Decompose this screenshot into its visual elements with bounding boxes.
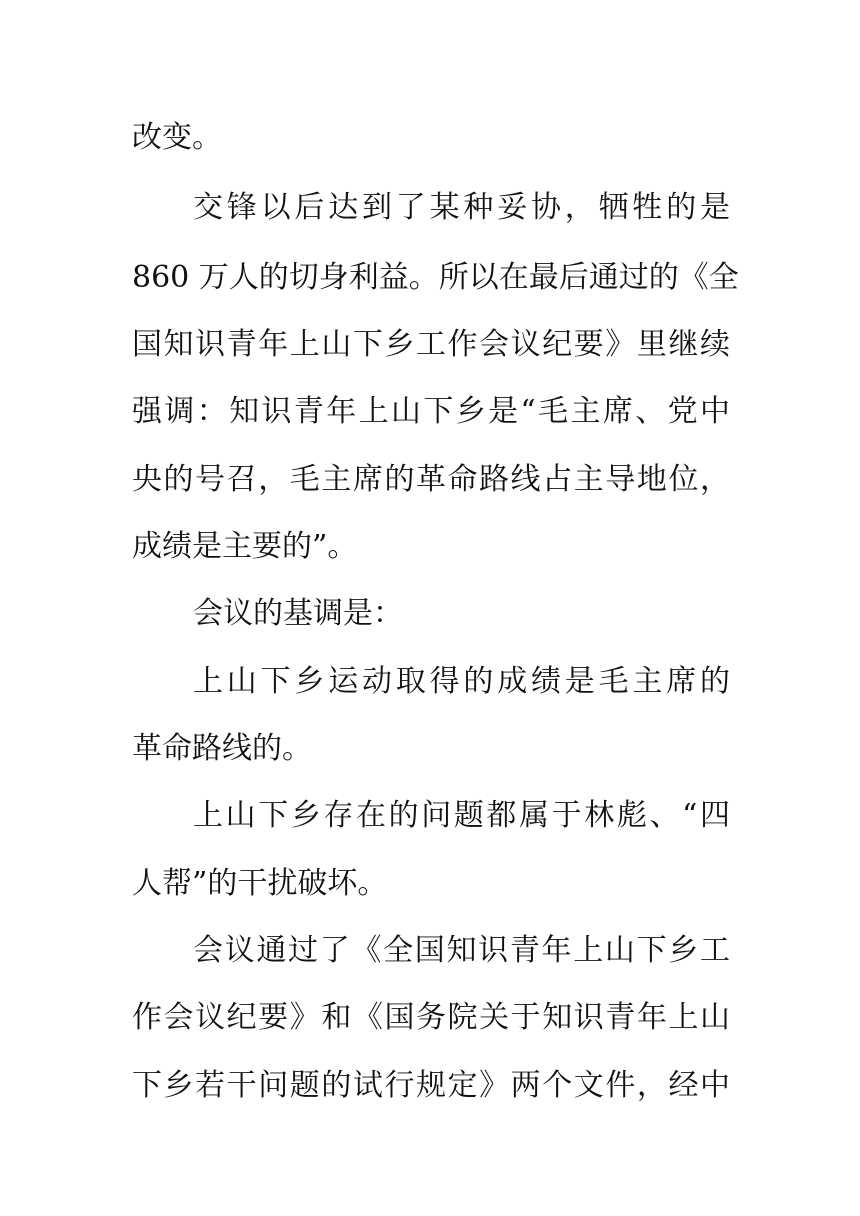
text-line-7: 成绩是主要的”。 <box>132 529 358 564</box>
text-line-1: 改变。 <box>132 120 222 155</box>
text-line-10: 革命路线的。 <box>132 731 312 766</box>
text-line-6: 央的号召，毛主席的革命路线占主导地位， <box>132 462 730 497</box>
text-line-14: 作会议纪要》和《国务院关于知识青年上山 <box>132 1000 730 1035</box>
text-line-13: 会议通过了《全国知识青年上山下乡工 <box>193 933 730 968</box>
text-line-15: 下乡若干问题的试行规定》两个文件，经中 <box>132 1068 730 1103</box>
text-line-2: 交锋以后达到了某种妥协，牺牲的是 <box>193 190 730 225</box>
text-line-3: 860 万人的切身利益。所以在最后通过的《全 <box>132 260 739 295</box>
text-line-12: 人帮”的干扰破坏。 <box>132 866 388 901</box>
text-line-5: 强调：知识青年上山下乡是“毛主席、党中 <box>132 394 730 429</box>
text-line-9: 上山下乡运动取得的成绩是毛主席的 <box>193 664 730 699</box>
text-line-8: 会议的基调是： <box>193 596 403 631</box>
text-line-11: 上山下乡存在的问题都属于林彪、“四 <box>193 798 730 833</box>
text-line-4: 国知识青年上山下乡工作会议纪要》里继续 <box>132 327 730 362</box>
